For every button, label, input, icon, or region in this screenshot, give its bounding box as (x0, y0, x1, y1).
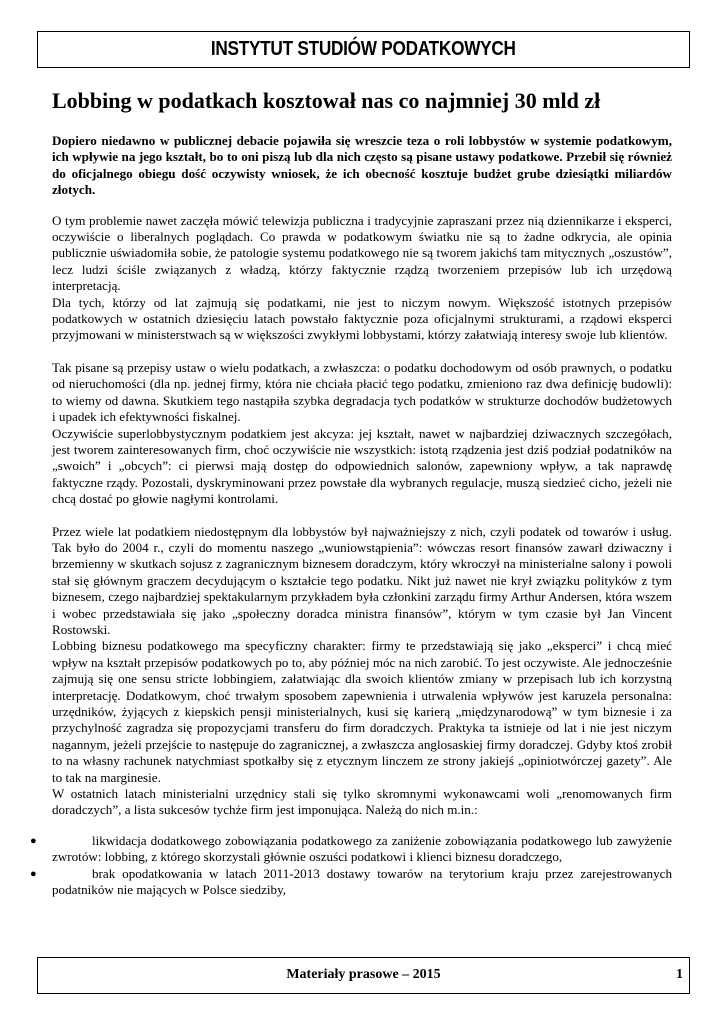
paragraph: Tak pisane są przepisy ustaw o wielu podatkach, a zwłaszcza: o podatku dochodowym od osób prawnych, o podatku od nieruchomości (dla np. jednej firmy, która nie chciała płacić tego podatku, zmieniono raz dwa definicję budowli): to wiemy od dawna. Skutkiem tego nastąpiła szybka degradacja tych podatków w strukturze dochodów budżetowych i upadek ich efektywności fiskalnej. (52, 359, 672, 425)
paragraph: Przez wiele lat podatkiem niedostępnym dla lobbystów był najważniejszy z nich, czyli podatek od towarów i usług. Tak było do 2004 r., czyli do momentu naszego „wuniowstąpienia”: wówczas resort finansów zawarł dziwaczny i brzemienny w skutkach sojusz z zagranicznym biznesem doradczym, który wkroczył na ministerialne salony i powoli stał się głównym graczem decydującym o kształcie tego podatku. Nikt już nawet nie krył związku polityków z tym biznesem, czego najbardziej spektakularnym przykładem była członkini zarządu firmy Arthur Andersen, która wszem i wobec przedstawiała się jako „społeczny doradca ministra finansów”, którym w tym czasie był Jan Vincent Rostowski. (52, 523, 672, 637)
article-title: Lobbing w podatkach kosztował nas co najmniej 30 mld zł (52, 88, 601, 113)
page-number: 1 (676, 967, 683, 982)
article-body (30, 133, 672, 898)
paragraph: W ostatnich latach ministerialni urzędnicy stali się tylko skromnymi wykonawcami woli „renomowanych firm doradczych”, a lista sukcesów tychże firm jest imponująca. Należą do nich m.in.: (52, 786, 672, 818)
footer-banner (37, 957, 690, 994)
list-item-text: likwidacja dodatkowego zobowiązania podatkowego za zaniżenie zobowiązania podatkowego lub zawyżenie zwrotów: lobbing, z którego skorzystali głównie oszuści podatkowi i klienci biznesu doradczego, (52, 832, 672, 865)
list-item (30, 865, 672, 899)
institute-name: INSTYTUT STUDIÓW PODATKOWYCH (211, 38, 516, 60)
list-item-text: brak opodatkowania w latach 2011-2013 dostawy towarów na terytorium kraju przez zarejestrowanych podatników nie mających w Polsce siedziby, (52, 865, 672, 898)
bullet-list (30, 832, 672, 899)
bullet-icon: ● (30, 834, 37, 847)
footer-label: Materiały prasowe – 2015 (286, 967, 441, 982)
list-item (30, 832, 672, 866)
paragraph: Lobbing biznesu podatkowego ma specyficzny charakter: firmy te przedstawiają się jako „eksperci” i chcą mieć wpływ na kształt przepisów podatkowych po to, aby później móc na nich zarobić. To jest oczywiste. Ale jednocześnie zajmują się one sensu stricte lobbingiem, załatwiając dla swoich klientów zmiany w przepisach lub ich korzystną interpretację. Dodatkowym, choć trwałym sposobem zapewnienia i utrwalenia wpływów jest karuzela personalna: urzędników, żyjących z kiepskich pensji ministerialnych, kusi się karierą „międzynarodową” w tym biznesie i za przychylność zagradza się propozycjami transferu do firm doradczych. Praktyka ta istnieje od lat i nie jest niczym nagannym, jeżeli przejście to następuje do zagranicznej, a zwłaszcza anglosaskiej firmy doradczej. Gdyby ktoś zrobił to na własny rachunek natychmiast spotkałby się z etycznym linczem ze strony jakiejś „opiniotwórczej gazety”. Ale to tak na marginesie. (52, 638, 672, 785)
paragraph: Dla tych, którzy od lat zajmują się podatkami, nie jest to niczym nowym. Większość istotnych przepisów podatkowych w ostatnich dziesięciu latach powstało faktycznie poza oficjalnymi strukturami, a rządowi eksperci przyjmowani w ministerstwach są w większości zwykłymi lobbystami, którzy załatwiają interesy swoje lub klientów. (52, 294, 672, 343)
article-lead: Dopiero niedawno w publicznej debacie pojawiła się wreszcie teza o roli lobbystów w systemie podatkowym, ich wpływie na jego kształt, bo to oni piszą lub dla nich często są pisane ustawy podatkowe. Przebił się również do oficjalnego obiegu dość oczywisty wniosek, że ich obecność kosztuje budżet grube dziesiątki miliardów złotych. (52, 133, 672, 198)
header-banner (37, 31, 690, 68)
bullet-icon: ● (30, 867, 37, 880)
paragraph: Oczywiście superlobbystycznym podatkiem jest akcyza: jej kształt, nawet w najbardziej dziwacznych szczegółach, jest tworem zainteresowanych firm, choć oczywiście nie wszystkich: istotą rządzenia jest dziś podział podatników na „swoich” i „obcych”: ci pierwsi mają dostęp do odpowiednich salonów, zapewniony wpływ, a tak naprawdę faktyczne rządy. Pozostali, dyskryminowani przez powstałe dla wybranych regulacje, muszą siedzieć cicho, jeżeli nie chcą dostać po głowie nagłymi kontrolami. (52, 425, 672, 507)
paragraph: O tym problemie nawet zaczęła mówić telewizja publiczna i tradycyjnie zapraszani przez nią dziennikarze i eksperci, oczywiście o liberalnych poglądach. Co prawda w podatkowym światku nie są to żadne odkrycia, ale opinia publicznie uświadomiła sobie, że patologie systemu podatkowego nie są tworem jakichś tam mitycznych „oszustów”, lecz ludzi ściśle związanych z władzą, którzy faktycznie rządzą tworzeniem przepisów lub ich urzędową interpretacją. (52, 212, 672, 294)
